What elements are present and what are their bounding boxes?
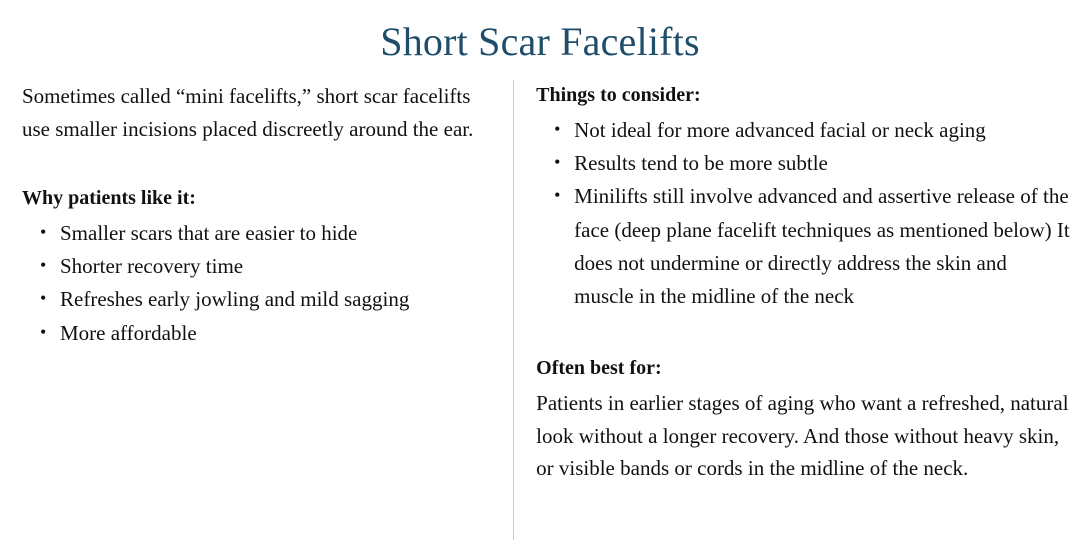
right-column	[536, 80, 1074, 540]
left-spacer	[22, 163, 487, 183]
list-item: • Smaller scars that are easier to hide	[60, 217, 487, 250]
right-spacer	[536, 331, 1070, 353]
why-patients-like-it-list	[22, 217, 487, 350]
page-title: Short Scar Facelifts	[380, 19, 700, 64]
list-item: • Results tend to be more subtle	[574, 147, 1070, 180]
left-column	[22, 80, 513, 540]
list-item: • Refreshes early jowling and mild sagging	[60, 283, 487, 316]
column-divider	[513, 80, 514, 540]
why-patients-like-it-heading: Why patients like it:	[22, 187, 196, 210]
list-item: • Not ideal for more advanced facial or neck aging	[574, 114, 1070, 147]
two-column-body	[0, 80, 1080, 540]
list-item: • Minilifts still involve advanced and assertive release of the face (deep plane facelift techniques as mentioned below) It does not undermine or directly address the skin and muscle in the midline of the neck	[574, 180, 1070, 313]
list-item: • Shorter recovery time	[60, 250, 487, 283]
list-item: • More affordable	[60, 317, 487, 350]
things-to-consider-heading: Things to consider:	[536, 84, 701, 106]
often-best-for-paragraph: Patients in earlier stages of aging who want a refreshed, natural look without a longer recovery. And those without heavy skin, or visible bands or cords in the midline of the neck.	[536, 391, 1069, 481]
often-best-for-heading: Often best for:	[536, 357, 662, 380]
intro-paragraph: Sometimes called “mini facelifts,” short scar facelifts use smaller incisions placed discreetly around the ear.	[22, 84, 474, 141]
things-to-consider-list	[536, 114, 1070, 313]
